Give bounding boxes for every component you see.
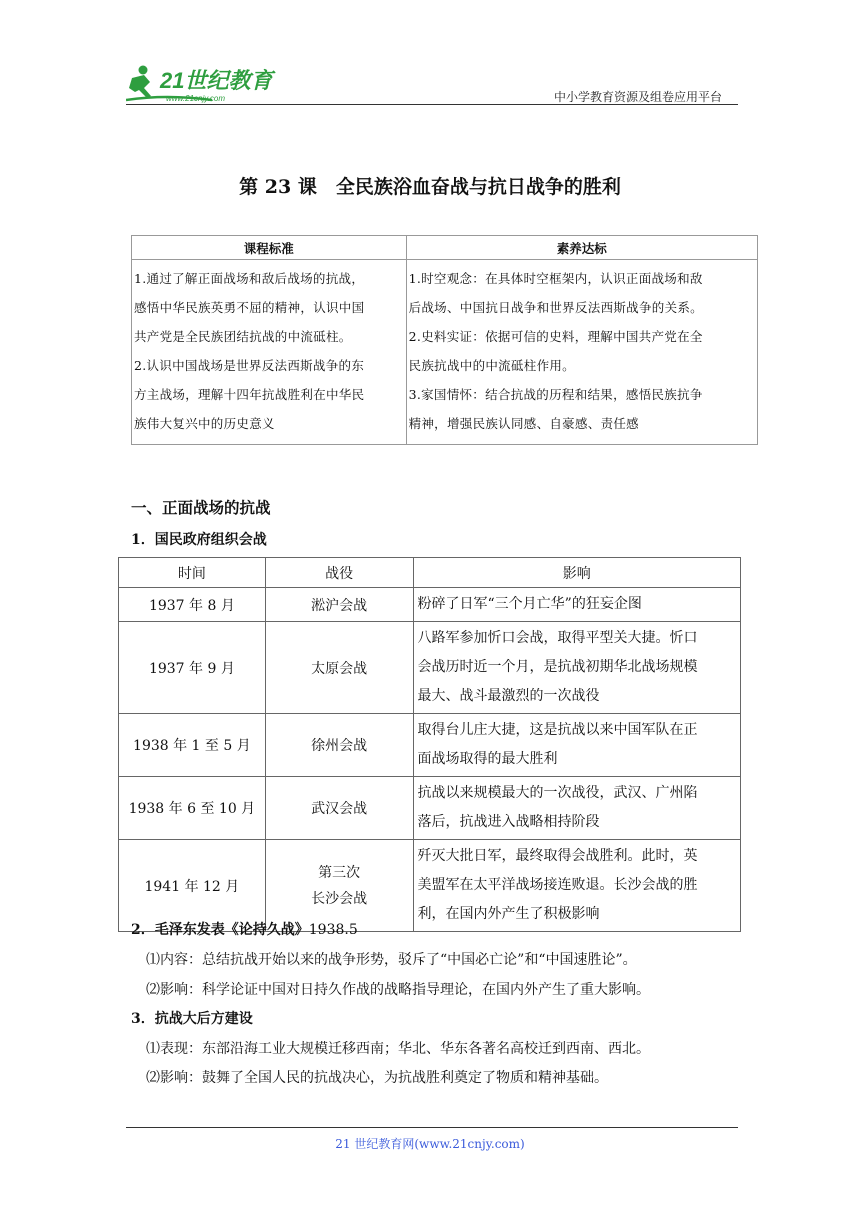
rear-area-performance: ⑴表现：东部沿海工业大规模迁移西南；华北、华东各著名高校迁到西南、西北。 [146,1041,650,1057]
battle-impact [413,588,740,622]
literacy-line: 2.史料实证：依据可信的史料，理解中国共产党在全 [408,329,703,344]
impact-col-header: 影响 [413,558,740,588]
standards-line: 2.认识中国战场是世界反法西斯战争的东 [134,358,365,373]
battle-impact [413,777,740,840]
standards-body-row [132,260,758,445]
subsection-heading-text: 2．毛泽东发表《论持久战》 [131,922,309,938]
protracted-war-impact: ⑵影响：科学论证中国对日持久作战的战略指导理论，在国内外产生了重大影响。 [146,982,650,998]
standards-line: 族伟大复兴中的历史意义 [134,416,275,431]
battle-time: 1937 年 9 月 [119,622,266,714]
rear-area-impact: ⑵影响：鼓舞了全国人民的抗战决心，为抗战胜利奠定了物质和精神基础。 [146,1070,608,1086]
standards-table [131,235,758,445]
standards-header-row [132,236,758,260]
subsection-heading-protracted-war [131,919,358,939]
battle-impact [413,622,740,714]
table-row [119,622,741,714]
literacy-line: 精神，增强民族认同感、自豪感、责任感 [408,416,639,431]
header-divider [126,104,738,105]
battle-impact [413,840,740,932]
standards-line: 感悟中华民族英勇不屈的精神，认识中国 [134,300,365,315]
site-logo [126,62,296,106]
impact-line: 取得台儿庄大捷，这是抗战以来中国军队在正 [417,722,698,738]
literacy-cell [406,260,757,445]
literacy-line: 1.时空观念：在具体时空框架内，认识正面战场和敌 [408,271,703,286]
impact-line: 利，在国内外产生了积极影响 [417,906,600,922]
battle-time: 1941 年 12 月 [119,840,266,932]
battle-impact [413,714,740,777]
table-row [119,588,741,622]
subsection-year: 1938.5 [308,922,358,938]
battle-name: 徐州会战 [265,714,413,777]
impact-line: 最大、战斗最激烈的一次战役 [417,688,600,704]
standards-line: 方主战场，理解十四年抗战胜利在中华民 [134,387,365,402]
standards-line: 共产党是全民族团结抗战的中流砥柱。 [134,329,352,344]
battle-time: 1938 年 1 至 5 月 [119,714,266,777]
literacy-line: 民族抗战中的中流砥柱作用。 [408,358,575,373]
time-col-header: 时间 [119,558,266,588]
platform-name: 中小学教育资源及组卷应用平台 [553,90,722,104]
logo-url-text: www.21cnjy.com [166,94,225,103]
battle-name [265,840,413,932]
footer-text: 21 世纪教育网(www.21cnjy.com) [335,1137,525,1151]
battle-name: 淞沪会战 [265,588,413,622]
runner-logo-icon [126,62,296,106]
battle-name: 武汉会战 [265,777,413,840]
battles-header-row [119,558,741,588]
literacy-col-header: 素养达标 [406,236,757,260]
subsection-heading-battles: 1．国民政府组织会战 [131,532,267,548]
subsection-heading-rear-area: 3．抗战大后方建设 [131,1011,253,1027]
impact-line: 八路军参加忻口会战，取得平型关大捷。忻口 [417,630,698,646]
impact-line: 面战场取得的最大胜利 [417,751,558,767]
battles-table [118,557,741,932]
impact-line: 抗战以来规模最大的一次战役，武汉、广州陷 [417,785,698,801]
footer-divider [126,1127,738,1128]
logo-text: 21世纪教育 [160,68,273,93]
standards-col-header: 课程标准 [132,236,407,260]
standards-cell [132,260,407,445]
literacy-line: 3.家国情怀：结合抗战的历程和结果，感悟民族抗争 [408,387,703,402]
impact-line: 美盟军在太平洋战场接连败退。长沙会战的胜 [417,877,698,893]
page-title: 第 23 课 全民族浴血奋战与抗日战争的胜利 [239,176,621,198]
protracted-war-content: ⑴内容：总结抗战开始以来的战争形势，驳斥了“中国必亡论”和“中国速胜论”。 [146,952,637,968]
table-row [119,777,741,840]
literacy-line: 后战场、中国抗日战争和世界反法西斯战争的关系。 [408,300,703,315]
impact-line: 粉碎了日军“三个月亡华”的狂妄企图 [417,596,642,612]
battle-time: 1937 年 8 月 [119,588,266,622]
table-row [119,840,741,932]
battle-name: 太原会战 [265,622,413,714]
table-row [119,714,741,777]
standards-line: 1.通过了解正面战场和敌后战场的抗战， [134,271,365,286]
impact-line: 落后，抗战进入战略相持阶段 [417,814,600,830]
battle-time: 1938 年 6 至 10 月 [119,777,266,840]
battle-name-line: 长沙会战 [311,890,368,907]
section-heading: 一、正面战场的抗战 [131,498,271,517]
impact-line: 会战历时近一个月，是抗战初期华北战场规模 [417,659,698,675]
impact-line: 歼灭大批日军，最终取得会战胜利。此时，英 [417,848,698,864]
battle-col-header: 战役 [265,558,413,588]
battle-name-line: 第三次 [318,864,361,881]
